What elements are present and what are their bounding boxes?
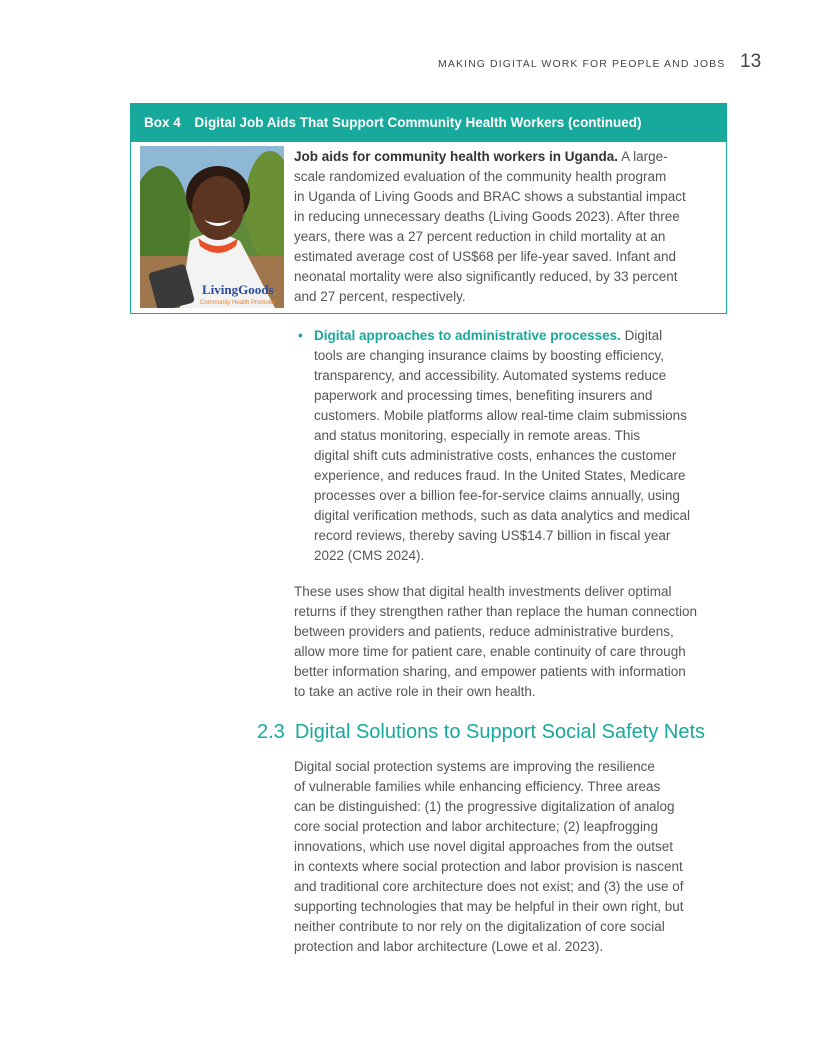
text-line: and 27 percent, respectively. [294,289,466,304]
text-line: experience, and reduces fraud. In the United States, Medicare [314,468,686,483]
text-line: tools are changing insurance claims by boosting efficiency, [314,348,664,363]
paragraph-social-protection [294,757,684,957]
text-line: estimated average cost of US$68 per life-year saved. Infant and [294,249,676,264]
text-line: paperwork and processing times, benefiting insurers and [314,388,653,403]
box-number: Box 4 [144,115,181,130]
text-line: of vulnerable families while enhancing efficiency. Three areas [294,779,661,794]
text-line: These uses show that digital health investments deliver optimal [294,584,672,599]
text-line: core social protection and labor architecture; (2) leapfrogging [294,819,658,834]
text-line: Digital [620,328,663,343]
text-line: in Uganda of Living Goods and BRAC shows a substantial impact [294,189,686,204]
bullet-lead: Digital approaches to administrative processes. [314,328,621,343]
text-line: 2022 (CMS 2024). [314,548,425,563]
photo-community-health-worker [140,146,284,308]
section-number: 2.3 [257,721,285,743]
text-line: record reviews, thereby saving US$14.7 billion in fiscal year [314,528,671,543]
box-body [294,147,686,307]
page-number: 13 [740,51,762,72]
text-line: digital verification methods, such as data analytics and medical [314,508,690,523]
photo-logo-subtext: Community Health Promoter [200,300,276,306]
box-title: Digital Job Aids That Support Community Health Workers (continued) [194,115,642,130]
paragraph-health-returns [294,582,697,702]
box-header [131,104,726,142]
text-line: years, there was a 27 percent reduction in child mortality at an [294,229,666,244]
text-line: protection and labor architecture (Lowe et al. 2023). [294,939,604,954]
text-line: in contexts where social protection and labor provision is nascent [294,859,683,874]
text-line: and traditional core architecture does not exist; and (3) the use of [294,879,684,894]
text-line: innovations, which use novel digital approaches from the outset [294,839,673,854]
text-line: returns if they strengthen rather than replace the human connection [294,604,697,619]
text-line: transparency, and accessibility. Automated systems reduce [314,368,667,383]
section-title: Digital Solutions to Support Social Safety Nets [294,721,706,743]
bullet-marker: • [298,328,303,343]
text-line: neonatal mortality were also significantly reduced, by 33 percent [294,269,678,284]
text-line: and status monitoring, especially in remote areas. This [314,428,641,443]
box-4 [130,103,727,314]
text-line: scale randomized evaluation of the community health program [294,169,667,184]
text-line: neither contribute to nor rely on the digitalization of core social [294,919,665,934]
text-line: customers. Mobile platforms allow real-time claim submissions [314,408,687,423]
text-line: allow more time for patient care, enable continuity of care through [294,644,686,659]
text-line: between providers and patients, reduce administrative burdens, [294,624,674,639]
text-line: A large- [618,149,668,164]
text-line: can be distinguished: (1) the progressive digitalization of analog [294,799,675,814]
photo-logo-text: LivingGoods [202,282,274,297]
text-line: to take an active role in their own health. [294,684,536,699]
running-header: MAKING DIGITAL WORK FOR PEOPLE AND JOBS [438,58,726,70]
text-line: Digital social protection systems are improving the resilience [294,759,655,774]
text-line: processes over a billion fee-for-service claims annually, using [314,488,680,503]
text-line: better information sharing, and empower patients with information [294,664,686,679]
text-line: digital shift cuts administrative costs, enhances the customer [314,448,677,463]
section-heading [257,721,705,744]
text-line: in reducing unnecessary deaths (Living Goods 2023). After three [294,209,680,224]
text-line: supporting technologies that may be helpful in their own right, but [294,899,684,914]
box-lead: Job aids for community health workers in Uganda. [294,149,619,164]
